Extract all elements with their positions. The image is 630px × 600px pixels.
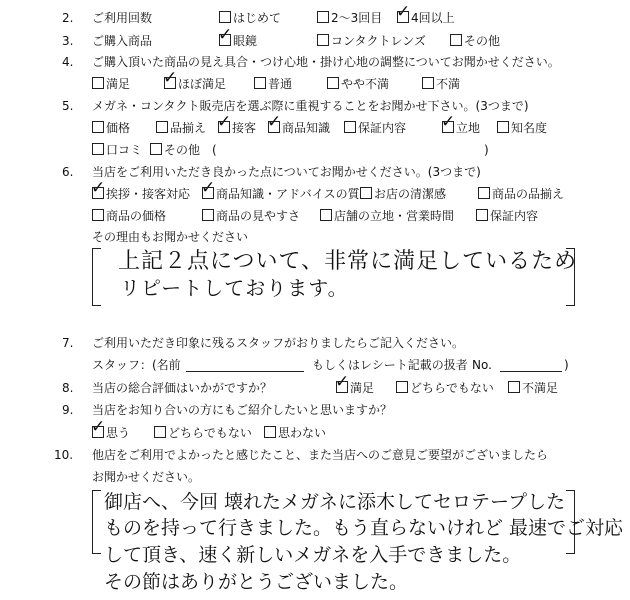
checkbox[interactable] [156,121,168,133]
q5-option-location[interactable]: ✓ 立地 [442,120,480,136]
checkbox[interactable] [360,187,372,199]
q5-option-product-knowledge[interactable]: ✓ 商品知識 [268,120,330,136]
checkbox-checked[interactable] [268,121,280,133]
checkbox-checked[interactable] [202,187,214,199]
q10-question: 他店をご利用でよかったと感じたこと、また当店へのご意見ご要望がございましたら [92,448,549,462]
q2-number: 2. [62,11,74,25]
checkbox[interactable] [219,11,231,23]
q5-number: 5. [62,99,74,113]
q2-question: ご利用回数 [92,11,153,25]
q6-option-knowledge-advice[interactable]: ✓ 商品知識・アドバイスの質 [202,186,360,202]
q5-question: メガネ・コンタクト販売店を選ぶ際に重視することをお聞かせ下さい。(3つまで) [92,99,529,113]
checkbox-checked[interactable] [164,77,176,89]
checkbox-checked[interactable] [442,121,454,133]
q2-option-first-time[interactable]: はじめて [219,10,281,26]
q9-question: 当店をお知り合いの方にもご紹介したいと思いますか？ [92,403,393,417]
checkbox[interactable] [150,143,162,155]
q7-receipt-label: もしくはレシート記載の扱者 [312,358,468,372]
checkbox[interactable] [508,381,520,393]
q3-option-contacts[interactable]: コンタクトレンズ [317,33,426,49]
checkbox[interactable] [92,209,104,221]
checkbox[interactable] [92,77,104,89]
q7-close-paren: ) [564,358,569,372]
q6-number: 6. [62,165,74,179]
q3-option-glasses[interactable]: ✓ 眼鏡 [219,33,257,49]
q6-option-product-selection[interactable]: 商品の品揃え [478,186,564,202]
q4-option-mostly-satisfied[interactable]: ✓ ほぼ満足 [164,76,226,92]
checkbox[interactable] [92,121,104,133]
q6-option-warranty[interactable]: 保証内容 [476,208,538,224]
checkbox-checked[interactable] [336,381,348,393]
checkbox-checked[interactable] [92,187,104,199]
q7-receipt-number-field[interactable] [500,371,562,372]
q6-option-cleanliness[interactable]: お店の清潔感 [360,186,446,202]
checkbox[interactable] [450,34,462,46]
q5-option-other[interactable]: その他 ( [150,142,217,158]
q9-option-neutral[interactable]: どちらでもない [154,425,252,441]
q6-option-greeting-service[interactable]: ✓挨拶・接客対応 [92,186,190,202]
checkbox[interactable] [327,77,339,89]
q9-number: 9. [62,403,74,417]
reason-bracket-left [92,248,101,306]
q5-other-close-paren: ) [484,143,489,157]
q10-comment-line-1: 御店へ、今回 壊れたメガネに添木してセロテープした [104,491,566,513]
q6-option-visibility[interactable]: 商品の見やすさ [202,208,300,224]
q4-option-normal[interactable]: 普通 [254,76,292,92]
q10-comment-line-2: ものを持って行きました。もう直らないけれど 最速でご対応 [104,517,624,539]
q6-reason-line-1: 上記２点について、非常に満足しているため [118,249,578,274]
q7-question: ご利用いただき印象に残るスタッフがおりましたらご記入ください。 [92,336,465,350]
q4-option-satisfied[interactable]: 満足 [92,76,130,92]
q7-number: 7. [62,336,74,350]
checkbox-checked[interactable] [92,426,104,438]
checkbox[interactable] [396,381,408,393]
q9-option-no[interactable]: 思わない [264,425,326,441]
q6-option-location-hours[interactable]: 店舗の立地・営業時間 [320,208,454,224]
checkbox[interactable] [320,209,332,221]
checkbox[interactable] [317,11,329,23]
checkbox-checked[interactable] [218,121,230,133]
q7-no-label: No. [472,358,492,372]
checkbox[interactable] [92,143,104,155]
q8-option-neutral[interactable]: どちらでもない [396,380,494,396]
q2-option-4-plus[interactable]: ✓ 4回以上 [397,10,455,26]
q7-staff-name-field[interactable] [186,371,304,372]
comment-bracket-left [92,490,101,554]
q4-number: 4. [62,55,74,69]
q3-option-other[interactable]: その他 [450,33,500,49]
q5-option-selection[interactable]: 品揃え [156,120,206,136]
q7-staff-label: スタッフ：(名前 [92,358,181,372]
q8-number: 8. [62,381,74,395]
q8-option-satisfied[interactable]: ✓ 満足 [336,380,374,396]
q6-option-product-price[interactable]: 商品の価格 [92,208,166,224]
q10-number: 10. [54,448,74,462]
q2-option-2-3-times[interactable]: 2～3回目 [317,10,382,26]
q5-option-price[interactable]: 価格 [92,120,130,136]
q4-option-unsatisfied[interactable]: 不満 [422,76,460,92]
q4-question: ご購入頂いた商品の見え具合・つけ心地・掛け心地の調整についてお聞かせください。 [92,55,560,69]
q4-option-somewhat-unsatisfied[interactable]: やや不満 [327,76,389,92]
q8-question: 当店の総合評価はいかがですか？ [92,381,273,395]
q5-option-warranty[interactable]: 保証内容 [344,120,406,136]
checkbox[interactable] [264,426,276,438]
q10-comment-line-3: して頂き、速く新しいメガネを入手できました。 [104,544,522,566]
q10-comment-line-4: その節はありがとうございました。 [104,571,409,593]
checkbox[interactable] [202,209,214,221]
q9-option-yes[interactable]: ✓思う [92,425,130,441]
q6-question: 当店をご利用いただき良かった点についてお聞かせください。(3つまで) [92,165,481,179]
checkbox[interactable] [154,426,166,438]
q5-option-name-recognition[interactable]: 知名度 [497,120,547,136]
checkbox[interactable] [478,187,490,199]
q6-reason-label: その理由もお聞かせください [92,230,249,244]
checkbox[interactable] [422,77,434,89]
checkbox[interactable] [476,209,488,221]
checkbox-checked[interactable] [219,34,231,46]
checkbox-checked[interactable] [397,11,409,23]
checkbox[interactable] [497,121,509,133]
q10-question-line-2: お聞かせください。 [92,470,201,484]
q8-option-unsatisfied[interactable]: 不満足 [508,380,558,396]
q3-question: ご購入商品 [92,34,153,48]
q5-option-service[interactable]: ✓ 接客 [218,120,256,136]
checkbox[interactable] [344,121,356,133]
checkbox[interactable] [317,34,329,46]
q5-option-word-of-mouth[interactable]: 口コミ [92,142,142,158]
checkbox[interactable] [254,77,266,89]
q6-reason-line-2: リピートしております。 [120,276,349,300]
q3-number: 3. [62,34,74,48]
